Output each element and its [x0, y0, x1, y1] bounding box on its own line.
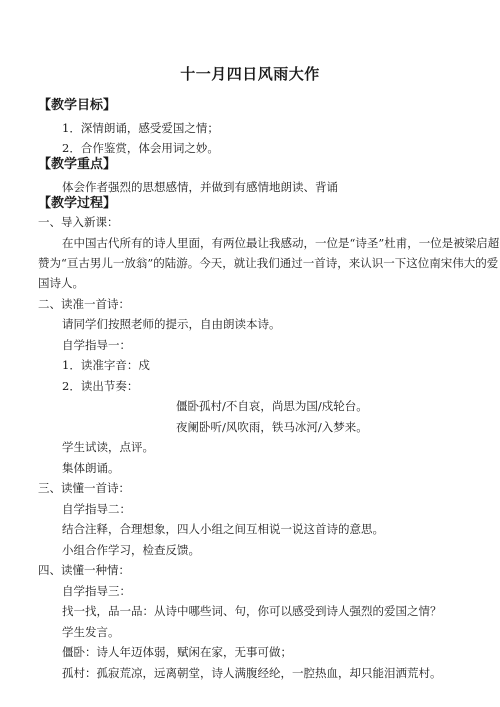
document-title: 十一月四日风雨大作 — [180, 65, 320, 83]
part3-check: 小组合作学习，检查反馈。 — [62, 543, 200, 557]
section-heading-process: 【教学过程】 — [38, 196, 117, 211]
part2-guide: 自学指导一： — [62, 338, 131, 352]
part3-heading: 三、读懂一首诗： — [38, 481, 130, 495]
poem-line-2: 夜阑卧听/风吹雨，铁马冰河/入梦来。 — [176, 420, 368, 434]
goal-item-1: 1．深情朗诵，感受爱国之情； — [62, 121, 219, 135]
part2-try: 学生试读，点评。 — [62, 440, 154, 454]
part2-intro: 请同学们按照老师的提示，自由朗读本诗。 — [62, 317, 281, 331]
part4-guide: 自学指导三： — [62, 584, 131, 598]
part2-heading: 二、读准一首诗： — [38, 297, 130, 311]
part1-paragraph-line2: 赞为“亘古男儿一放翁”的陆游。今天，就让我们通过一首诗，来认识一下这位南宋伟大的爱 — [38, 256, 499, 270]
goal-item-2: 2．合作鉴赏，体会用词之妙。 — [62, 141, 219, 155]
part3-guide: 自学指导二： — [62, 502, 131, 516]
part1-paragraph-line3: 国诗人。 — [38, 276, 84, 290]
part2-item2: 2．读出节奏： — [62, 379, 139, 393]
part3-text: 结合注释，合理想象，四人小组之间互相说一说这首诗的意思。 — [62, 522, 384, 536]
part4-note1: 僵卧：诗人年迈体弱，赋闲在家，无事可做； — [62, 645, 292, 659]
section-heading-goals: 【教学目标】 — [38, 98, 117, 113]
part1-paragraph-line1: 在中国古代所有的诗人里面，有两位最让我感动，一位是“诗圣”杜甫，一位是被梁启超 — [62, 236, 500, 250]
part2-group: 集体朗诵。 — [62, 461, 120, 475]
section-heading-key-points: 【教学重点】 — [38, 157, 117, 172]
poem-line-1: 僵卧孤村/不自哀，尚思为国/戍轮台。 — [176, 399, 368, 413]
key-points-text: 体会作者强烈的思想感情，并做到有感情地朗读、背诵 — [62, 180, 338, 194]
part1-heading: 一、导入新课： — [38, 215, 119, 229]
part4-heading: 四、读懂一种情： — [38, 563, 130, 577]
part2-item1: 1．读准字音：戍 — [62, 358, 150, 372]
part4-question: 找一找，品一品：从诗中哪些词、句，你可以感受到诗人强烈的爱国之情？ — [62, 604, 442, 618]
part4-note2: 孤村：孤寂荒凉，远离朝堂，诗人满腹经纶，一腔热血，却只能泪洒荒村。 — [62, 666, 442, 680]
part4-speak: 学生发言。 — [62, 625, 120, 639]
